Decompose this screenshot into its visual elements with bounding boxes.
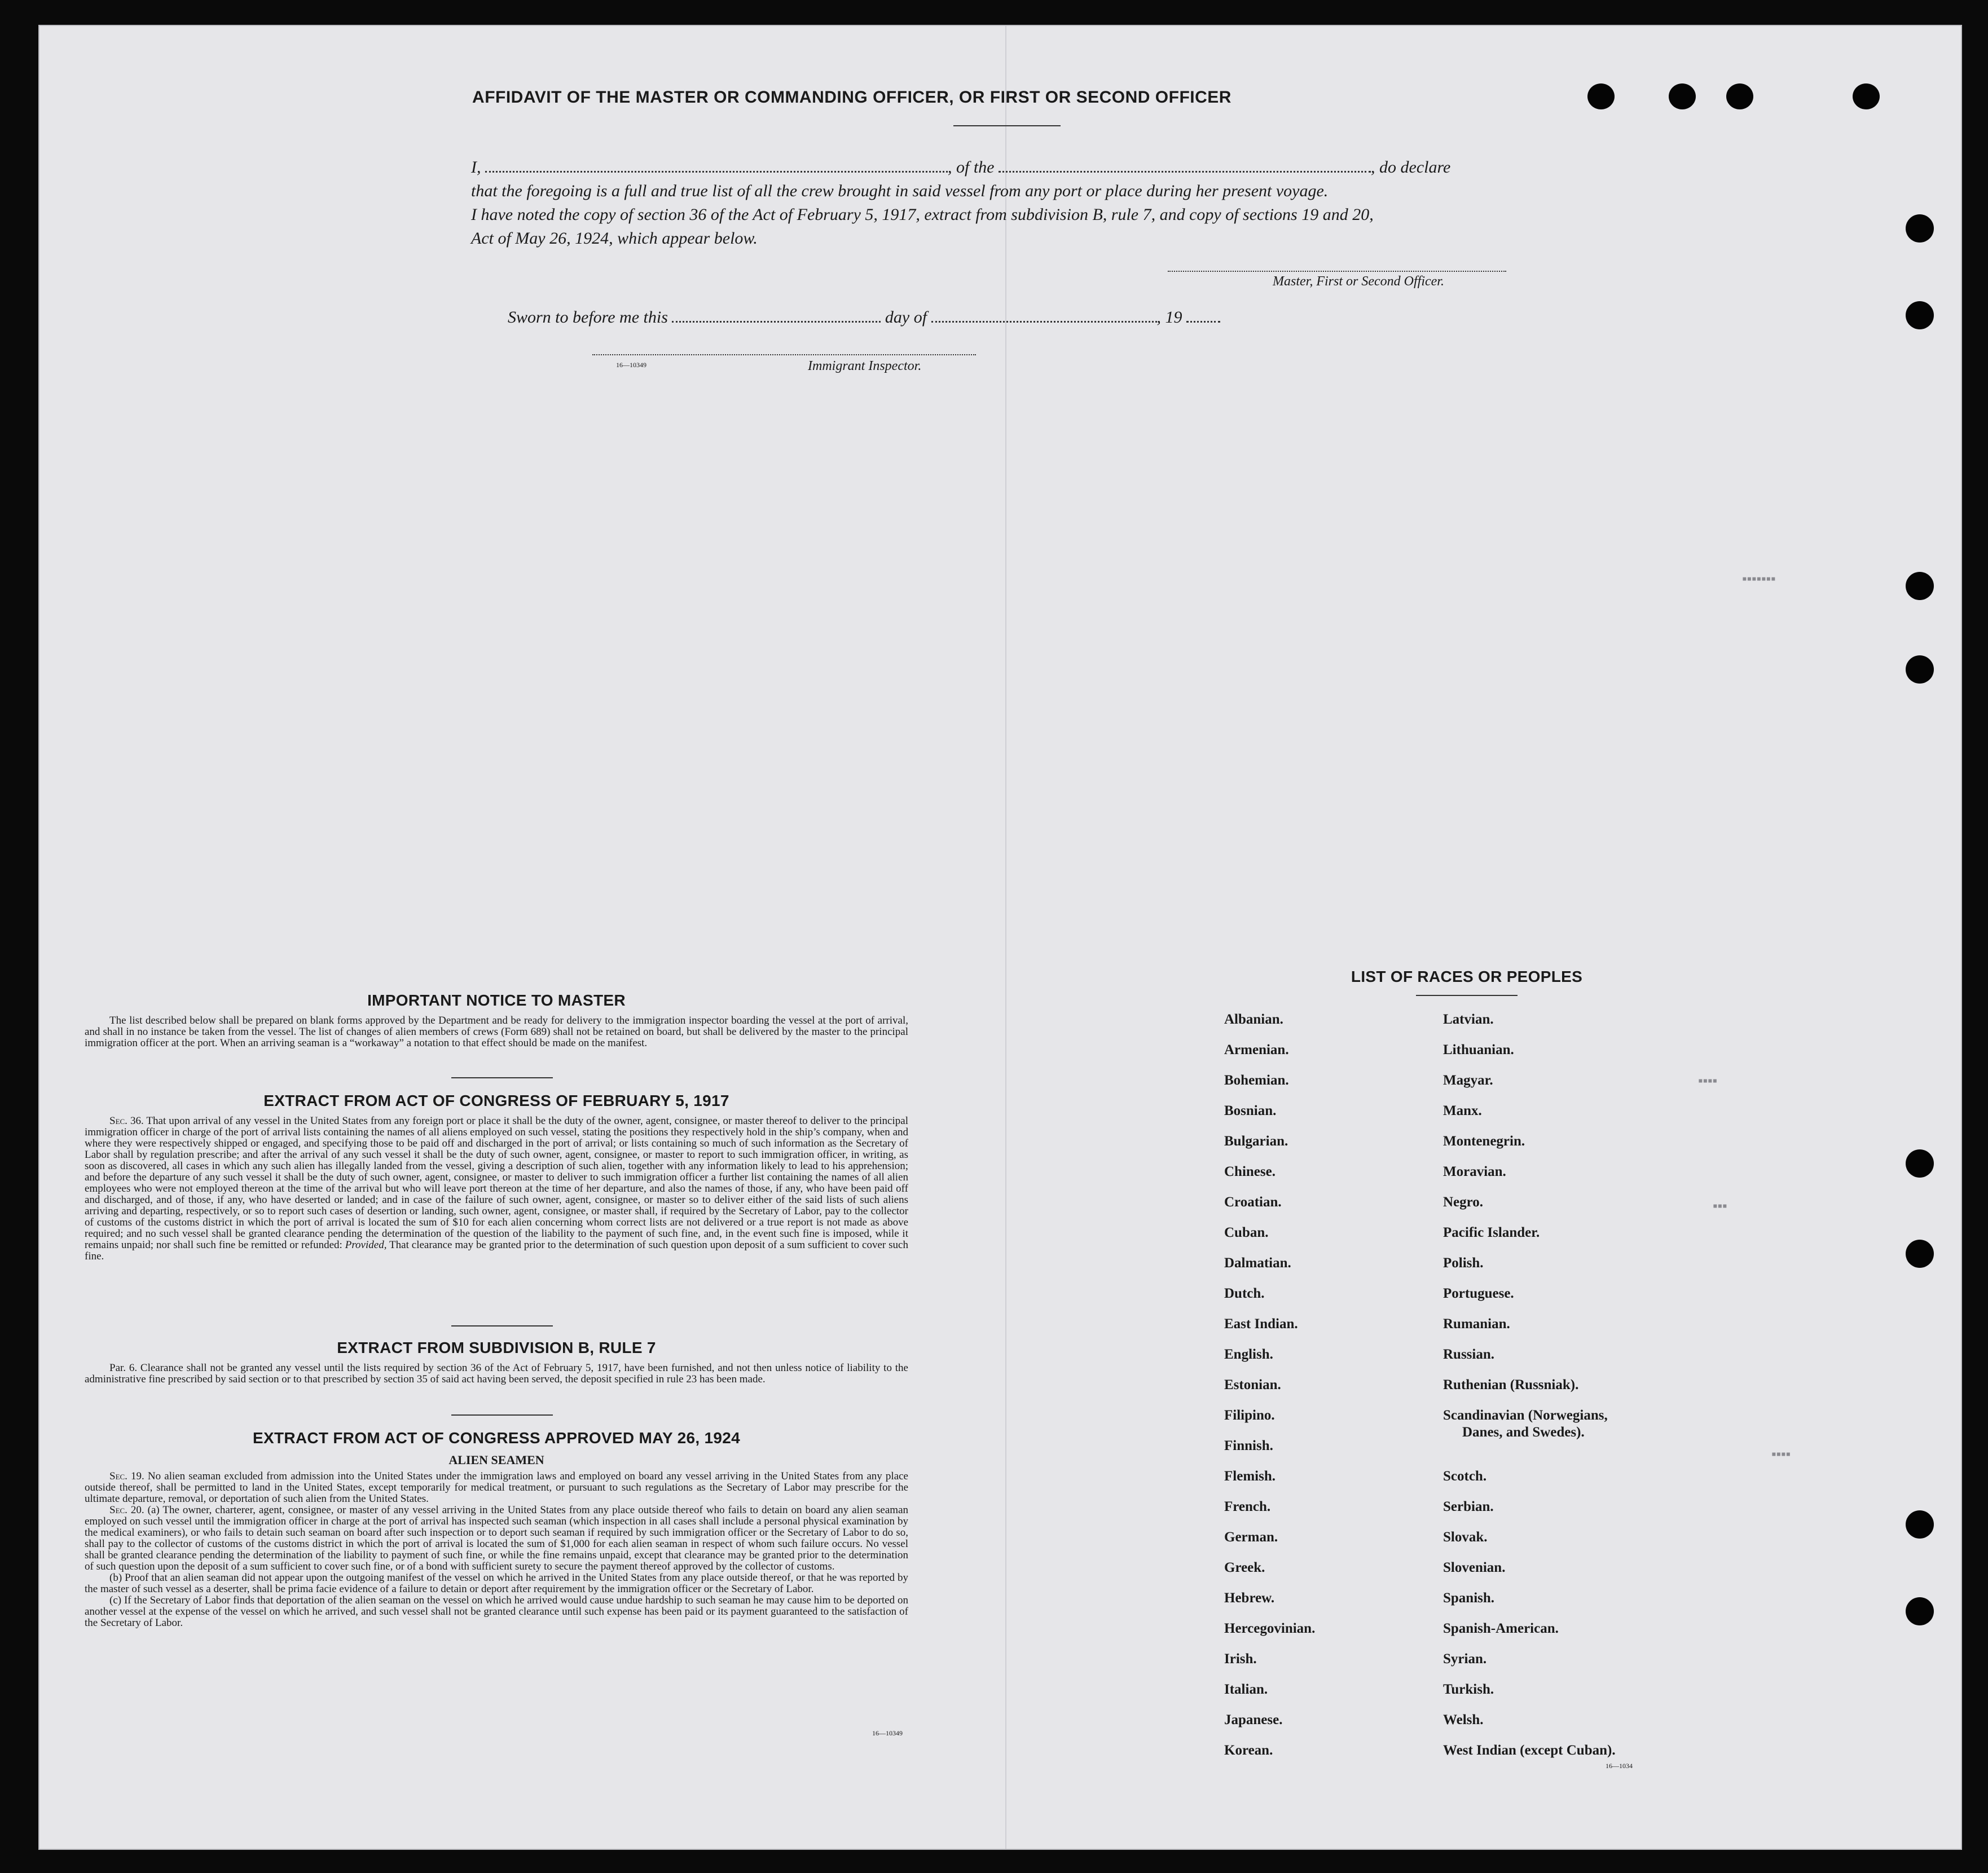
par-6-text: Par. 6. Clearance shall not be granted any vessel until the lists required by section 36 of the Act of February 5, 1917, have been furnished, and not then unless notice of liability to the administrative fine prescribed by said section or to that prescribed by section 35 of said act having been served, the deposit specified in rule 23 has been made. (85, 1362, 908, 1385)
race-item: Japanese. (1224, 1712, 1283, 1727)
form-number: 16—10349 (616, 361, 646, 369)
race-item: German. (1224, 1530, 1278, 1545)
race-item: Filipino. (1224, 1408, 1275, 1423)
race-item: Negro. (1443, 1195, 1484, 1210)
race-item: Bosnian. (1224, 1103, 1277, 1118)
declaration-do-declare: , do declare (1371, 158, 1451, 177)
race-item: Latvian. (1443, 1012, 1494, 1027)
proviso-text: That clearance may be granted prior to the determination of such question upon deposit of a sum sufficient to cover such fine. (85, 1239, 908, 1262)
race-item: Bulgarian. (1224, 1134, 1288, 1149)
race-item: Spanish-American. (1443, 1621, 1559, 1636)
master-signature-line[interactable] (1168, 271, 1506, 272)
affidavit-title: AFFIDAVIT OF THE MASTER OR COMMANDING OFFICER, OR FIRST OR SECOND OFFICER (472, 88, 1231, 107)
sworn-label: Sworn to before me this (508, 308, 668, 327)
punch-hole (1906, 214, 1934, 243)
race-item: Syrian. (1443, 1651, 1487, 1667)
sworn-day-of: day of (885, 308, 927, 327)
race-item: Croatian. (1224, 1195, 1282, 1210)
bleed-through-mark: ▪▪▪▪ (1771, 1447, 1791, 1462)
notice-paragraph: The list described below shall be prepared on blank forms approved by the Department and be ready for delivery to the immigration inspector boarding the vessel at the port of arrival, and shall in no instance be taken from the vessel. The list of changes of alien members of crews (Form 689) shall not be retained on board, but shall be delivered by the master to the principal immigration officer at the port. When an arriving seaman is a “workaway” a notation to that effect should be made on the manifest. (85, 1015, 908, 1049)
sec-20-label: Sec. 20. (109, 1504, 144, 1516)
race-item: Magyar. (1443, 1073, 1493, 1088)
race-item: Finnish. (1224, 1438, 1273, 1453)
race-item: Slovak. (1443, 1530, 1488, 1545)
punch-hole (1669, 83, 1696, 109)
sworn-year-prefix: , 19 (1156, 308, 1182, 327)
race-item: Welsh. (1443, 1712, 1484, 1727)
race-item: Hercegovinian. (1224, 1621, 1316, 1636)
inspector-signature-line[interactable] (592, 354, 976, 355)
punch-hole (1906, 301, 1934, 329)
race-item: Scandinavian (Norwegians, (1443, 1408, 1608, 1423)
race-item: Slovenian. (1443, 1560, 1506, 1575)
sworn-statement (508, 308, 1220, 327)
extract-1917-text (85, 1116, 908, 1262)
declaration-i: I, (471, 158, 481, 177)
punch-hole (1853, 83, 1880, 109)
sworn-day-field[interactable] (672, 321, 881, 323)
bleed-through-mark: ▪▪▪▪▪▪▪ (1742, 572, 1776, 587)
race-item: Dutch. (1224, 1286, 1265, 1301)
sec-20b-text: (b) Proof that an alien seaman did not appear upon the outgoing manifest of the vessel on which he arrived in the United States from any place outside thereof, or that he was reported by the master of such vessel as a deserter, shall be prima facie evidence of a failure to detain or deport after requirement by the immigration officer or the Secretary of Labor. (85, 1572, 908, 1595)
race-item: Chinese. (1224, 1164, 1276, 1179)
race-item: Portuguese. (1443, 1286, 1514, 1301)
punch-hole (1726, 83, 1753, 109)
punch-hole (1906, 1510, 1934, 1539)
vessel-field[interactable] (999, 171, 1371, 173)
race-item: Serbian. (1443, 1499, 1494, 1514)
declaration-line-3: I have noted the copy of section 36 of the Act of February 5, 1917, extract from subdivision B, rule 7, and copy of sections 19 and 20, (471, 205, 1374, 224)
race-item: Albanian. (1224, 1012, 1283, 1027)
race-item: Pacific Islander. (1443, 1225, 1540, 1240)
bleed-through-mark: ▪▪▪▪ (1698, 1074, 1718, 1088)
sec-20c-text: (c) If the Secretary of Labor finds that deportation of the alien seaman on the vessel on which he arrived would cause undue hardship to such seaman he may cause him to be deported on another vessel at the expense of the vessel on which he arrived, and such vessel shall not be granted clearance until such expense has been paid or its payment guaranteed to the satisfaction of the Secretary of Labor. (85, 1594, 908, 1629)
punch-hole (1906, 572, 1934, 600)
inspector-signature-label: Immigrant Inspector. (808, 359, 922, 373)
sec-36-text: That upon arrival of any vessel in the United States from any foreign port or place it shall be the duty of the owner, agent, consignee, or master thereof to deliver to the principal immigration officer in charge of the port of arrival lists containing the names of all aliens employed on such vessel, stating the positions they respectively hold in the ship’s company, when and where they were respectively shipped or engaged, and specifying those to be paid off and discharged in the port of arrival; or lists containing so much of such information as the Secretary of Labor shall by regulation prescribe; and after the arrival of any such vessel it shall be the duty of such owner, agent, consignee, or master to report to such immigration officer, in writing, as soon as discovered, all cases in which any such alien has illegally landed from the vessel, giving a description of such alien, together with any information likely to lead to his apprehension; and before the departure of any such vessel it shall be the duty of such owner, agent, consignee, or master to deliver to such immigration officer a further list containing the names of all alien employees who were not employed thereon at the time of the arrival but who will leave port thereon at the time of her departure, and also the names of those, if any, who have been paid off and discharged, and of those, if any, who have deserted or landed; and in case of the failure of such owner, agent, consignee, or master so to deliver either of the said lists of such aliens arriving and departing, respectively, or so to report such cases of desertion or landing, such owner, agent, consignee, or master shall, if required by the Secretary of Labor, pay to the collector of customs of the customs district in which the port of arrival is located the sum of $10 for each alien concerning whom correct lists are not delivered or a true report is not made as above required; and no such vessel shall be granted clearance pending the determination of the question of the liability to the payment of such fine, and, in the event such fine is imposed, while it remains unpaid; nor shall such fine be remitted or refunded: (85, 1115, 908, 1251)
declaration-of-the: , of the (948, 158, 995, 177)
race-item: West Indian (except Cuban). (1443, 1743, 1616, 1758)
declaration (471, 156, 1588, 250)
declaration-line-4: Act of May 26, 1924, which appear below. (471, 229, 758, 248)
punch-hole (1906, 1597, 1934, 1625)
declaration-line-2: that the foregoing is a full and true list of all the crew brought in said vessel from any port or place during her present voyage. (471, 182, 1329, 200)
alien-seamen-subtitle: ALIEN SEAMEN (448, 1453, 544, 1467)
race-item: Hebrew. (1224, 1590, 1275, 1606)
extract-rule7-text (85, 1363, 908, 1385)
race-item: Danes, and Swedes). (1462, 1425, 1585, 1440)
sec-19-label: Sec. 19. (109, 1470, 144, 1482)
sec-36-label: Sec. 36. (109, 1115, 144, 1127)
proviso-label: Provided, (345, 1239, 387, 1251)
race-item: Polish. (1443, 1255, 1484, 1271)
race-item: Bohemian. (1224, 1073, 1289, 1088)
race-item: English. (1224, 1347, 1273, 1362)
race-item: Armenian. (1224, 1042, 1289, 1057)
section-rule (451, 1325, 553, 1326)
page-fold (1005, 26, 1006, 1850)
punch-hole (1906, 1240, 1934, 1268)
section-rule (451, 1077, 553, 1078)
punch-hole (1906, 655, 1934, 684)
race-item: Ruthenian (Russniak). (1443, 1377, 1579, 1392)
sworn-year-field[interactable] (1186, 321, 1220, 323)
race-item: Russian. (1443, 1347, 1495, 1362)
race-item: Turkish. (1443, 1682, 1494, 1697)
race-item: Flemish. (1224, 1469, 1276, 1484)
race-item: Irish. (1224, 1651, 1257, 1667)
race-item: Moravian. (1443, 1164, 1506, 1179)
races-form-number: 16—1034 (1606, 1762, 1633, 1770)
extract-rule7-title: EXTRACT FROM SUBDIVISION B, RULE 7 (337, 1339, 656, 1356)
race-item: French. (1224, 1499, 1271, 1514)
punch-hole (1906, 1149, 1934, 1178)
race-item: Spanish. (1443, 1590, 1495, 1606)
race-item: Manx. (1443, 1103, 1482, 1118)
races-title: LIST OF RACES OR PEOPLES (1351, 968, 1583, 985)
sec-19-text: No alien seaman excluded from admission into the United States under the immigration laws and employed on board any vessel arriving in the United States from any place outside thereof, shall be permitted to land in the United States, except temporarily for medical treatment, or pursuant to such regulations as the Secretary of Labor may prescribe for the ultimate departure, removal, or deportation of such alien from the United States. (85, 1470, 908, 1505)
extract-1924-text (85, 1471, 908, 1629)
race-item: Lithuanian. (1443, 1042, 1514, 1057)
race-item: Dalmatian. (1224, 1255, 1291, 1271)
race-item: Rumanian. (1443, 1316, 1510, 1332)
extract-1924-title: EXTRACT FROM ACT OF CONGRESS APPROVED MAY 26, 1924 (253, 1429, 740, 1447)
extract-1917-title: EXTRACT FROM ACT OF CONGRESS OF FEBRUARY 5, 1917 (263, 1092, 729, 1109)
form-number-bottom: 16—10349 (872, 1729, 903, 1737)
notice-title: IMPORTANT NOTICE TO MASTER (367, 991, 626, 1009)
sworn-month-field[interactable] (931, 321, 1157, 323)
sec-20a-text: (a) The owner, charterer, agent, consignee, or master of any vessel arriving in the United States from any place outside thereof who fails to detain on board any alien seaman employed on such vessel until the immigration officer in charge at the port of arrival has inspected such seaman (which inspection in all cases shall include a personal physical examination by the medical examiners), or who fails to detain such seaman on board after such inspection or to deport such seaman if required by such immigration officer or the Secretary of Labor to do so, shall pay to the collector of customs of the customs district in which the port of arrival is located the sum of $1,000 for each alien seaman in respect of whom such failure occurs. No vessel shall be granted clearance pending the determination of the liability to payment of such fine, or while the fine remains unpaid, except that clearance may be granted prior to the determination of such question upon the deposit of a sum sufficient to cover such fine, or of a bond with sufficient surety to secure the payment thereof approved by the collector of customs. (85, 1504, 908, 1572)
race-item: East Indian. (1224, 1316, 1298, 1332)
race-item: Cuban. (1224, 1225, 1269, 1240)
race-item: Greek. (1224, 1560, 1265, 1575)
bleed-through-mark: ▪▪▪ (1713, 1199, 1727, 1214)
race-item: Estonian. (1224, 1377, 1281, 1392)
notice-text (85, 1015, 908, 1049)
race-item: Italian. (1224, 1682, 1268, 1697)
document-page (38, 25, 1962, 1850)
race-item: Korean. (1224, 1743, 1273, 1758)
races-title-rule (1416, 995, 1518, 996)
name-field[interactable] (485, 171, 948, 173)
title-rule (953, 125, 1061, 126)
race-item: Montenegrin. (1443, 1134, 1525, 1149)
race-item: Scotch. (1443, 1469, 1487, 1484)
master-signature-label: Master, First or Second Officer. (1273, 274, 1444, 289)
section-rule (451, 1414, 553, 1416)
